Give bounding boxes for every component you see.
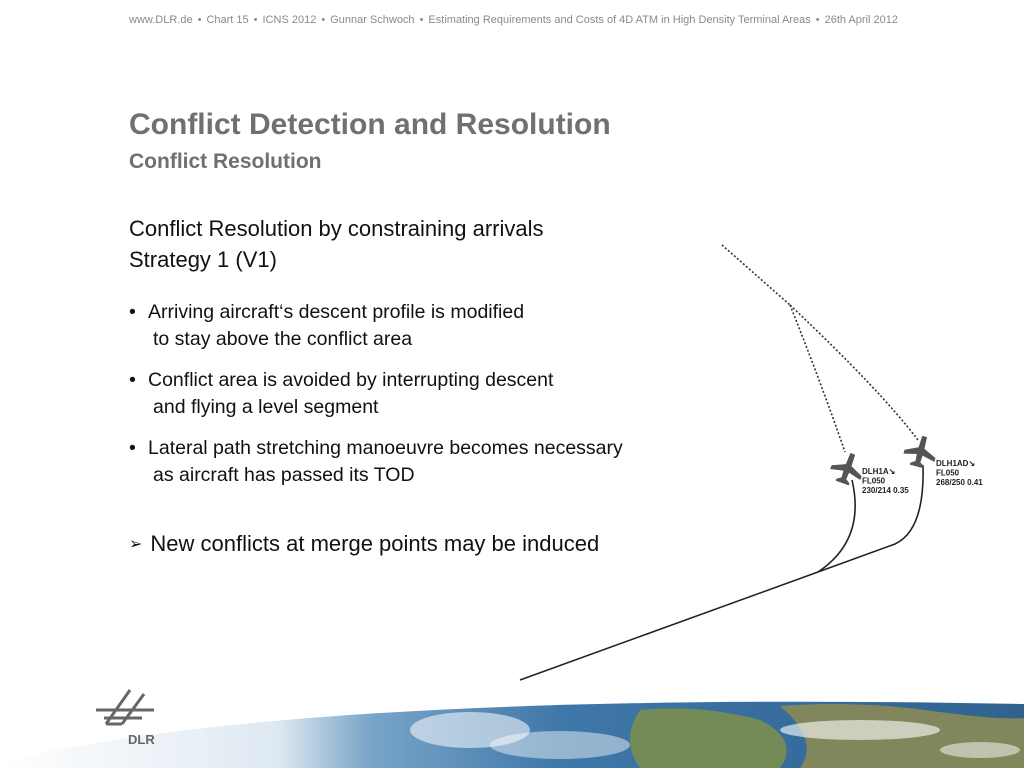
bullet-text-line1: Arriving aircraft‘s descent profile is modified bbox=[148, 301, 525, 323]
bullet-marker: • bbox=[129, 301, 136, 323]
header-bar: www.DLR.de • Chart 15 • ICNS 2012 • Gunnar Schwoch • Estimating Requirements and Costs of 4D ATM in High Density Terminal Areas • 26th April 2012 bbox=[129, 14, 898, 26]
bullet-marker: • bbox=[129, 369, 136, 391]
aircraft-flight-level: FL050 bbox=[936, 468, 960, 478]
trajectory-diagram bbox=[500, 230, 1000, 690]
aircraft-label bbox=[936, 459, 983, 487]
header-author: Gunnar Schwoch bbox=[330, 14, 415, 26]
descent-arrow-icon: ↘ bbox=[888, 467, 896, 476]
solid-path-left-aircraft bbox=[818, 480, 855, 572]
aircraft-callsign: DLH1AD bbox=[936, 459, 969, 468]
slide-subtitle: Conflict Resolution bbox=[129, 150, 322, 173]
dotted-path-right-aircraft bbox=[790, 305, 918, 440]
dlr-logo bbox=[92, 688, 162, 748]
aircraft-icon bbox=[901, 432, 940, 470]
bullet-text-line2: to stay above the conflict area bbox=[153, 328, 413, 350]
section-heading-line1: Conflict Resolution by constraining arrivals bbox=[129, 216, 544, 241]
dlr-logo-text: DLR bbox=[128, 732, 155, 747]
aircraft-label bbox=[862, 467, 909, 495]
aircraft-speed-info: 230/214 0.35 bbox=[862, 486, 909, 495]
section-heading-line2: Strategy 1 (V1) bbox=[129, 247, 277, 272]
bullet-text-line1: Conflict area is avoided by interrupting descent bbox=[148, 369, 554, 391]
aircraft-speed-info: 268/250 0.41 bbox=[936, 478, 983, 487]
aircraft-callsign: DLH1A bbox=[862, 467, 889, 476]
header-conference: ICNS 2012 bbox=[262, 14, 317, 26]
bullet-text-line1: Lateral path stretching manoeuvre becomes necessary bbox=[148, 437, 623, 459]
dotted-path-main bbox=[722, 245, 790, 305]
arrow-bullet-icon: ➢ bbox=[129, 536, 143, 553]
header-date: 26th April 2012 bbox=[824, 14, 898, 26]
header-website: www.DLR.de bbox=[129, 14, 193, 26]
header-chart-number: Chart 15 bbox=[206, 14, 249, 26]
section-heading bbox=[129, 213, 544, 275]
bullet-marker: • bbox=[129, 437, 136, 459]
header-talk-title: Estimating Requirements and Costs of 4D ATM in High Density Terminal Areas bbox=[428, 14, 811, 26]
merged-final-path bbox=[520, 572, 818, 680]
conclusion-text: New conflicts at merge points may be induced bbox=[150, 531, 600, 556]
bullet-text-line2: as aircraft has passed its TOD bbox=[153, 464, 415, 486]
descent-arrow-icon: ↘ bbox=[968, 459, 976, 468]
aircraft-flight-level: FL050 bbox=[862, 476, 886, 486]
slide-title: Conflict Detection and Resolution bbox=[129, 108, 611, 141]
dotted-path-left-aircraft bbox=[790, 305, 845, 452]
bullet-text-line2: and flying a level segment bbox=[153, 396, 379, 418]
